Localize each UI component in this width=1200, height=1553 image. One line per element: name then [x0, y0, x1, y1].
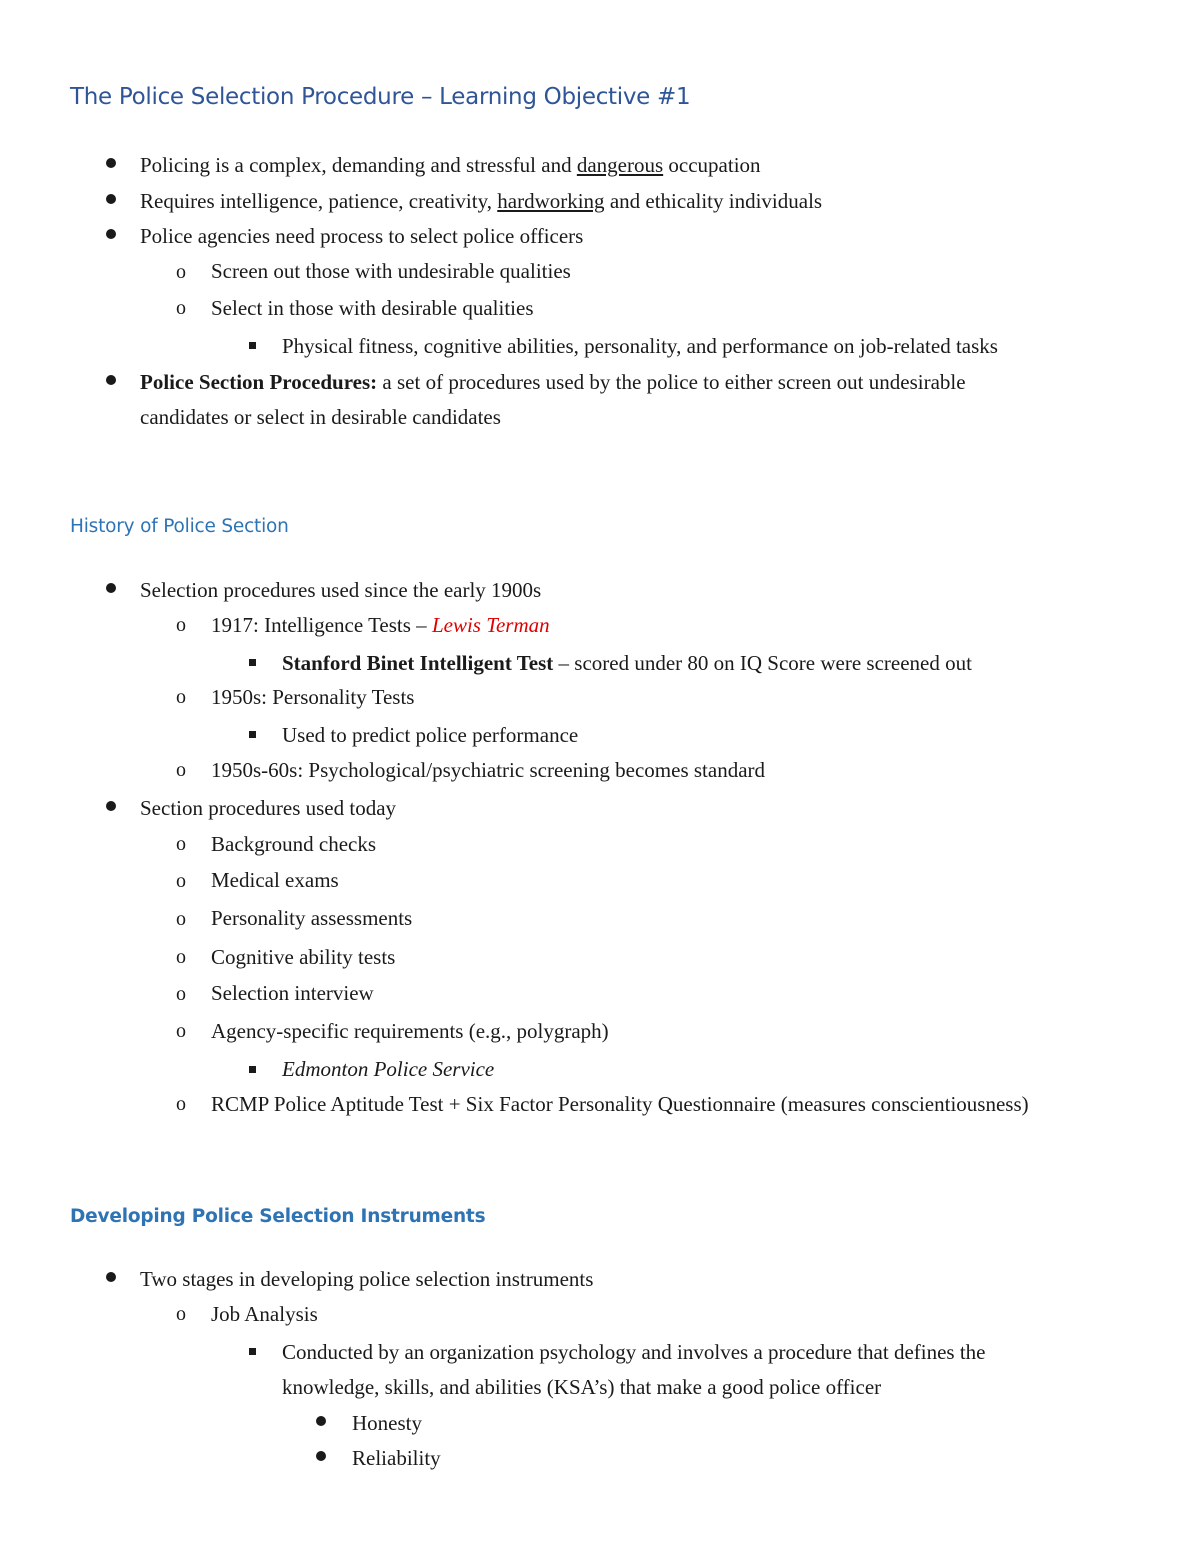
bullet-circle-icon: o: [176, 870, 186, 892]
list-item: Background checks: [211, 832, 377, 856]
list-item: Medical exams: [211, 868, 339, 892]
bullet-circle-icon: o: [176, 261, 186, 283]
list-item: Personality assessments: [211, 906, 413, 930]
list-item: Police agencies need process to select police officers: [140, 224, 584, 248]
list-item: Reliability: [352, 1446, 441, 1470]
bullet-circle-icon: o: [176, 614, 186, 636]
bullet-circle-icon: o: [176, 908, 186, 930]
bullet-disc-icon: [106, 229, 116, 239]
list-item: Selection interview: [211, 981, 374, 1005]
list-item: 1950s-60s: Psychological/psychiatric screening becomes standard: [211, 758, 766, 782]
list-item: Used to predict police performance: [282, 723, 579, 747]
list-item: Cognitive ability tests: [211, 945, 396, 969]
list-item: RCMP Police Aptitude Test + Six Factor Personality Questionnaire (measures conscientiousness): [211, 1092, 1029, 1116]
bullet-disc-icon: [106, 801, 116, 811]
bullet-circle-icon: o: [176, 1303, 186, 1325]
bullet-disc-icon: [106, 1272, 116, 1282]
list-item: Requires intelligence, patience, creativity, hardworking and ethicality individuals: [140, 189, 823, 213]
bullet-square-icon: [249, 1066, 256, 1073]
list-item: Police Section Procedures: a set of procedures used by the police to either screen out undesirable: [140, 370, 966, 394]
bullet-circle-icon: o: [176, 686, 186, 708]
page-title: The Police Selection Procedure – Learning Objective #1: [70, 84, 691, 110]
list-item: Selection procedures used since the early 1900s: [140, 578, 542, 602]
bullet-disc-icon: [106, 194, 116, 204]
list-item: Conducted by an organization psychology and involves a procedure that defines the: [282, 1340, 986, 1364]
list-item: Edmonton Police Service: [282, 1057, 495, 1081]
list-item: Section procedures used today: [140, 796, 397, 820]
bullet-circle-icon: o: [176, 297, 186, 319]
list-item: 1917: Intelligence Tests – Lewis Terman: [211, 613, 550, 637]
bullet-circle-icon: o: [176, 983, 186, 1005]
section-heading-developing: Developing Police Selection Instruments: [70, 1206, 486, 1227]
bullet-disc-icon: [316, 1451, 326, 1461]
bullet-square-icon: [249, 342, 256, 349]
bullet-square-icon: [249, 659, 256, 666]
list-item: Policing is a complex, demanding and stressful and dangerous occupation: [140, 153, 761, 177]
list-item: Honesty: [352, 1411, 422, 1435]
list-item: Job Analysis: [211, 1302, 318, 1326]
bullet-disc-icon: [106, 583, 116, 593]
list-item: Physical fitness, cognitive abilities, personality, and performance on job-related tasks: [282, 334, 998, 358]
list-item: Screen out those with undesirable qualities: [211, 259, 571, 283]
bullet-disc-icon: [316, 1416, 326, 1426]
bullet-circle-icon: o: [176, 1020, 186, 1042]
bullet-square-icon: [249, 1348, 256, 1355]
bullet-circle-icon: o: [176, 1093, 186, 1115]
bullet-circle-icon: o: [176, 946, 186, 968]
list-item-continuation: knowledge, skills, and abilities (KSA’s) that make a good police officer: [282, 1375, 882, 1399]
list-item: Stanford Binet Intelligent Test – scored under 80 on IQ Score were screened out: [282, 651, 972, 675]
list-item: Agency-specific requirements (e.g., polygraph): [211, 1019, 609, 1043]
bullet-circle-icon: o: [176, 759, 186, 781]
list-item: Select in those with desirable qualities: [211, 296, 534, 320]
bullet-circle-icon: o: [176, 833, 186, 855]
list-item: Two stages in developing police selection instruments: [140, 1267, 594, 1291]
bullet-disc-icon: [106, 158, 116, 168]
list-item-continuation: candidates or select in desirable candidates: [140, 405, 501, 429]
section-heading-history: History of Police Section: [70, 516, 289, 537]
bullet-disc-icon: [106, 375, 116, 385]
list-item: 1950s: Personality Tests: [211, 685, 415, 709]
bullet-square-icon: [249, 731, 256, 738]
